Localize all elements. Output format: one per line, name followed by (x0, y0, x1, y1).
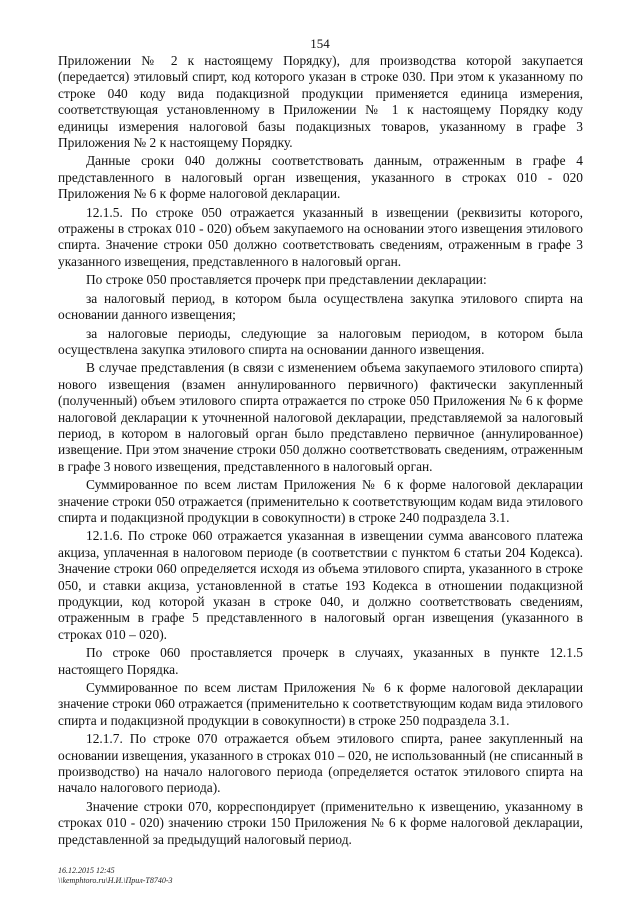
paragraph: 12.1.6. По строке 060 отражается указанная в извещении сумма авансового платежа акциза, уплаченная в налоговом периоде (в соответствии с пунктом 6 статьи 204 Кодекса). Значение строки 060 определяется исходя из объема этилового спирта, указанного в строке 050, и ставки акциза, установленной в статье 193 Кодекса в отношении подакцизной продукции, код которой указан в строке 040, и должно соответствовать сведениям, отраженным в графе 5 представленного в налоговый орган извещения (указанного в строках 010 – 020). (58, 528, 583, 642)
paragraph: По строке 060 проставляется прочерк в случаях, указанных в пункте 12.1.5 настоящего Порядка. (58, 645, 583, 677)
paragraph: По строке 050 проставляется прочерк при представлении декларации: (86, 272, 487, 288)
paragraph: за налоговый период, в котором была осуществлена закупка этилового спирта на основании данного извещения; (58, 290, 583, 323)
paragraph: за налоговые периоды, следующие за налоговым периодом, в котором была осуществлена закупка этилового спирта на основании данного извещения. (58, 325, 583, 357)
page-number: 154 (310, 36, 330, 51)
paragraph: 12.1.5. По строке 050 отражается указанный в извещении (реквизиты которого, отражены в строках 010 - 020) объем закупаемого на основании этого извещения этилового спирта. Значение строки 050 должно соответствовать сведениям, отраженным в графе 3 указанного извещения, представленного в налоговый орган. (58, 204, 583, 269)
paragraph: Значение строки 070, корреспондирует (применительно к извещению, указанному в строках 010 - 020) значению строки 150 Приложения № 6 к форме налоговой декларации, представленной за предыдущий налоговый период. (58, 798, 583, 847)
footer-file-path: \\kemphtoro.ru\Н.И.\Прил-Т8740-3 (58, 876, 173, 885)
paragraph: Приложении № 2 к настоящему Порядку), для производства которой закупается (передается) этиловый спирт, код которого указан в строке 030. При этом к указанному по строке 040 коду вида подакцизной продукции применяется единица измерения, соответствующая установленному в Приложении № 1 к настоящему Порядку коду единицы измерения налоговой базы подакцизных товаров, указанному в графе 3 Приложения № 2 к настоящему Порядку. (58, 53, 583, 151)
paragraph: 12.1.7. По строке 070 отражается объем этилового спирта, ранее закупленный на основании извещения, указанного в строках 010 – 020, не использованный (не списанный в производство) на начало налогового периода (определяется остаток этилового спирта на начало налогового периода). (58, 731, 583, 796)
paragraph: Суммированное по всем листам Приложения № 6 к форме налоговой декларации значение строки 050 отражается (применительно к соответствующим кодам вида этилового спирта и подакцизной продукции в совокупности) в строке 240 подраздела 3.1. (58, 477, 583, 525)
paragraph: В случае представления (в связи с изменением объема закупаемого этилового спирта) нового извещения (взамен аннулированного первичного) фактически закупленный (полученный) объем этилового спирта отражается по строке 050 Приложения № 6 к форме налоговой декларации к уточненной налоговой декларации, представляемой за налоговый период, в котором в налоговый орган было представлено первичное (аннулированное) извещение. При этом значение строки 050 должно соответствовать сведениям, отраженным в графе 3 нового извещения, представленного в налоговый орган. (58, 360, 583, 474)
footer-timestamp: 16.12.2015 12:45 (58, 866, 115, 875)
document-body (58, 53, 583, 850)
file-footer (58, 866, 173, 886)
paragraph: Суммированное по всем листам Приложения № 6 к форме налоговой декларации значение строки 060 отражается (применительно к соответствующим кодам вида этилового спирта и подакцизной продукции в совокупности) в строке 250 подраздела 3.1. (58, 680, 583, 728)
paragraph: Данные сроки 040 должны соответствовать данным, отраженным в графе 4 представленного в налоговый орган извещения, указанного в строках 010 - 020 Приложения № 6 к форме налоговой декларации. (58, 153, 583, 202)
